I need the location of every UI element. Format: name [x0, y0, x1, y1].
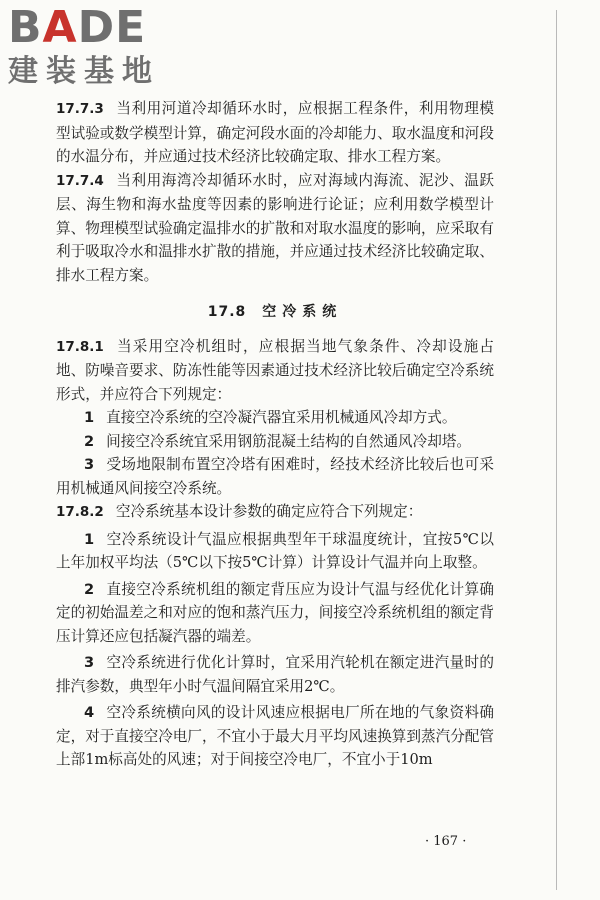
- list-item: [56, 430, 494, 454]
- clause-17-7-4: [56, 169, 494, 288]
- item-number: 2: [84, 580, 95, 598]
- page-number: · 167 ·: [425, 834, 467, 849]
- list-item: [56, 651, 494, 698]
- section-number: 17.8: [207, 304, 247, 320]
- item-text: 空冷系统横向风的设计风速应根据电厂所在地的气象资料确定，对于直接空冷电厂，不宜小于最大月平均风速换算到蒸汽分配管上部1m标高处的风速；对于间接空冷电厂，不宜小于10m: [56, 704, 494, 768]
- item-text: 间接空冷系统宜采用钢筋混凝土结构的自然通风冷却塔。: [106, 432, 472, 450]
- logo-wordmark: BADE: [8, 2, 147, 53]
- clause-text: 当利用海湾冷却循环水时，应对海域内海流、泥沙、温跃层、海生物和海水盐度等因素的影响进行论证；应利用数学模型计算、物理模型试验确定温排水的扩散和对取水温度的影响，应采取有利于吸取冷水和温排水扩散的措施，并应通过技术经济比较确定取、排水工程方案。: [56, 171, 494, 284]
- item-number: 1: [84, 530, 95, 548]
- item-text: 空冷系统设计气温应根据典型年干球温度统计，宜按5℃以上年加权平均法（5℃以下按5℃计算）计算设计气温并向上取整。: [56, 530, 494, 571]
- item-number: 3: [84, 456, 95, 473]
- list-item: [56, 701, 494, 772]
- clause-text: 空冷系统基本设计参数的确定应符合下列规定：: [115, 503, 423, 520]
- section-title: 空冷系统: [262, 304, 343, 320]
- clause-number: 17.7.4: [56, 172, 104, 189]
- item-text: 直接空冷系统机组的额定背压应为设计气温与经优化计算确定的初始温差之和对应的饱和蒸汽压力，间接空冷系统机组的额定背压计算还应包括凝汽器的端差。: [56, 580, 494, 645]
- clause-number: 17.8.1: [56, 338, 104, 355]
- clause-number: 17.7.3: [56, 101, 104, 117]
- document-body: [56, 97, 494, 772]
- item-number: 2: [84, 432, 95, 450]
- clause-17-8-2: [56, 500, 494, 525]
- section-heading: [56, 301, 494, 325]
- list-item: [56, 578, 494, 649]
- logo-subtitle: 建装基地: [8, 54, 160, 89]
- item-number: 3: [84, 654, 95, 671]
- clause-17-7-3: [56, 97, 494, 169]
- item-text: 直接空冷系统的空冷凝汽器宜采用机械通风冷却方式。: [106, 409, 457, 426]
- clause-text: 当利用河道冷却循环水时，应根据工程条件，利用物理模型试验或数学模型计算，确定河段水面的冷却能力、取水温度和河段的水温分布，并应通过技术经济比较确定取、排水工程方案。: [56, 100, 494, 165]
- list-item: [56, 528, 494, 575]
- item-text: 受场地限制布置空冷塔有困难时，经技术经济比较后也可采用机械通风间接空冷系统。: [56, 456, 494, 497]
- item-number: 1: [84, 409, 95, 426]
- bade-logo: [8, 4, 183, 94]
- clause-number: 17.8.2: [56, 504, 104, 520]
- page-edge-line: [556, 10, 557, 890]
- list-item: [56, 406, 494, 430]
- item-number: 4: [84, 704, 95, 721]
- item-text: 空冷系统进行优化计算时，宜采用汽轮机在额定进汽量时的排汽参数，典型年小时气温间隔宜采用2℃。: [56, 654, 494, 695]
- clause-17-8-1: [56, 335, 494, 407]
- clause-text: 当采用空冷机组时，应根据当地气象条件、冷却设施占地、防噪音要求、防冻性能等因素通过技术经济比较后确定空冷系统形式，并应符合下列规定：: [56, 337, 494, 403]
- list-item: [56, 453, 494, 500]
